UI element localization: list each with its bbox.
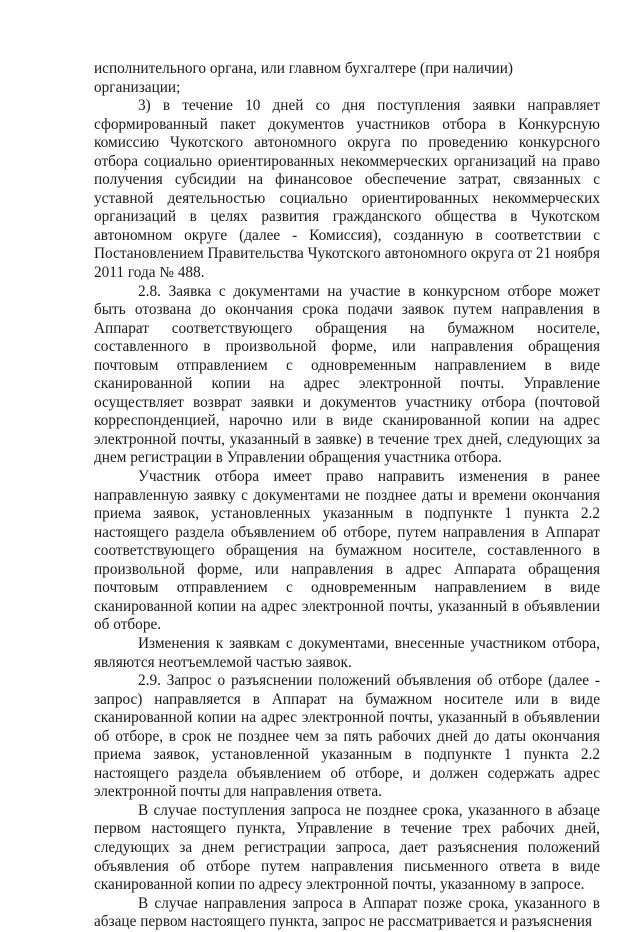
paragraph-changes-right: Участник отбора имеет право направить изменения в ранее направленную заявку с документами не позднее даты и времени окончания приема заявок, установленных указанным в подпункте 1 пункта 2.2 настоящего раздела объявлением об отборе, путем направления в Аппарат соответствующего обращения на бумажном носителе, составленного в произвольной форме, или направления в адрес Аппарата обращения почтовым отправлением с одновременным направлением в виде сканированной копии на адрес электронной почты, указанный в объявлении об отборе.	[94, 468, 600, 634]
paragraph-item-3: 3) в течение 10 дней со дня поступления заявки направляет сформированный пакет документов участников отбора в Конкурсную комиссию Чукотского автономного округа по проведению конкурсного отбора социально ориентированных некоммерческих организаций на право получения субсидии на финансовое обеспечение затрат, связанных с уставной деятельностью социально ориентированных некоммерческих организаций в целях развития гражданского общества в Чукотском автономном округе (далее - Комиссия), созданную в соответствии с Постановлением Правительства Чукотского автономного округа от 21 ноября 2011 года № 488.	[94, 97, 600, 282]
paragraph-late-request: В случае направления запроса в Аппарат позже срока, указанного в абзаце первом настоящего пункта, запрос не рассматривается и разъяснения	[94, 894, 600, 931]
paragraph-2-9: 2.9. Запрос о разъяснении положений объявления об отборе (далее - запрос) направляется в Аппарат на бумажном носителе или в виде сканированной копии на адрес электронной почты, указанный в объявлении об отборе, в срок не позднее чем за пять рабочих дней до даты окончания приема заявок, установленной указанным в подпункте 1 пункта 2.2 настоящего раздела объявлением об отборе, и должен содержать адрес электронной почты для направления ответа.	[94, 672, 600, 801]
paragraph-timely-request: В случае поступления запроса не позднее срока, указанного в абзаце первом настоящего пункта, Управление в течение трех рабочих дней, следующих за днем регистрации запроса, дает разъяснения положений объявления об отборе путем направления письменного ответа в виде сканированной копии по адресу электронной почты, указанному в запросе.	[94, 801, 600, 894]
paragraph-continuation: исполнительного органа, или главном бухгалтере (при наличии) организации;	[94, 60, 513, 96]
paragraph-changes-part: Изменения к заявкам с документами, внесенные участником отбора, являются неотъемлемой частью заявок.	[94, 634, 600, 671]
paragraph-2-8: 2.8. Заявка с документами на участие в конкурсном отборе может быть отозвана до окончания срока подачи заявок путем направления в Аппарат соответствующего обращения на бумажном носителе, составленного в произвольной форме, или направления обращения почтовым отправлением с одновременным направлением в виде сканированной копии на адрес электронной почты. Управление осуществляет возврат заявки и документов участнику отбора (почтовой корреспонденцией, нарочно или в виде сканированной копии на адрес электронной почты, указанный в заявке) в течение трех дней, следующих за днем регистрации в Управлении обращения участника отбора.	[94, 282, 600, 467]
